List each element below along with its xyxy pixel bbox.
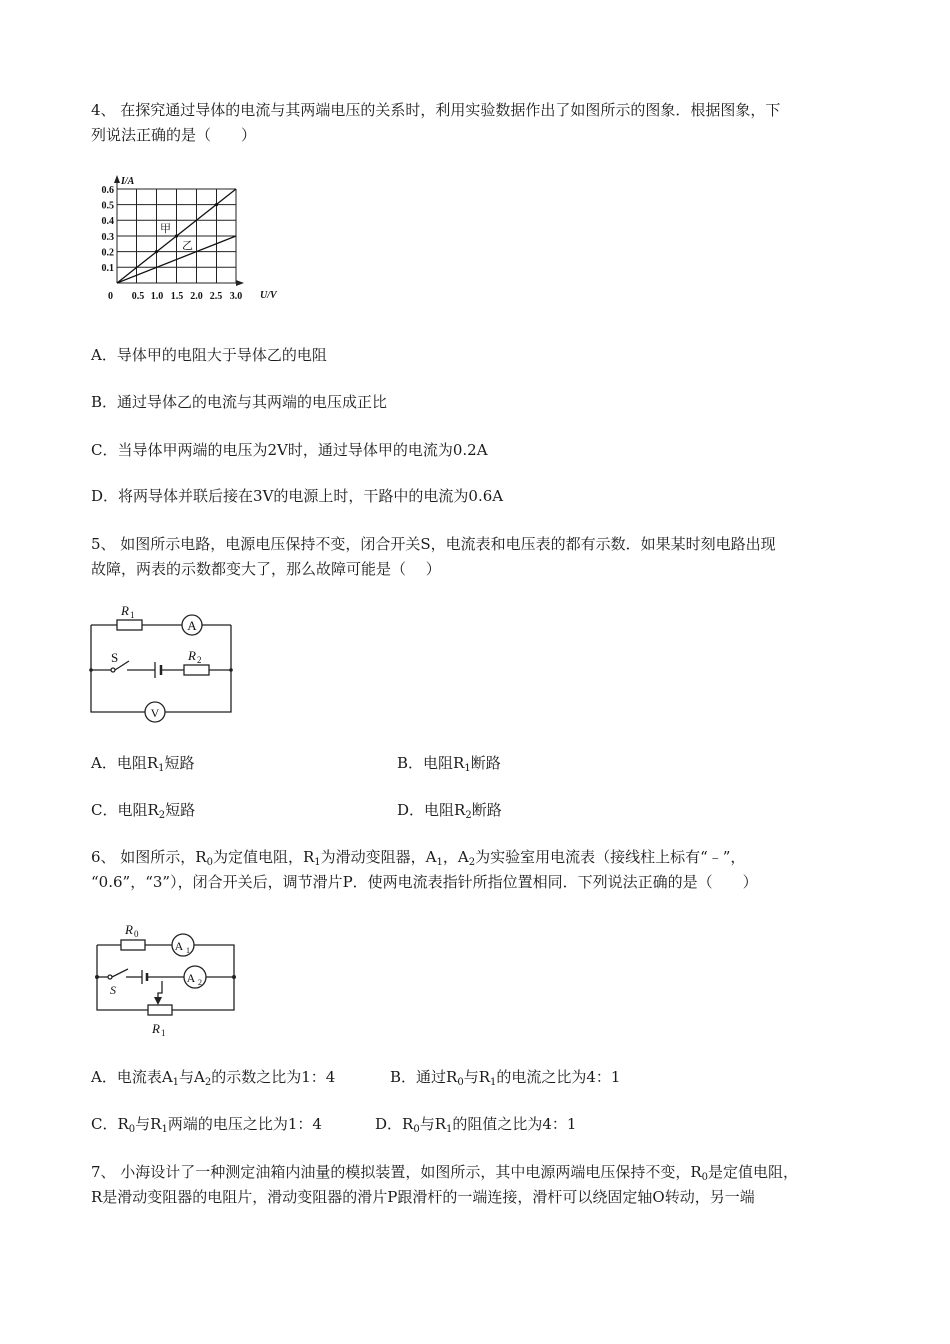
- x-tick: 2.0: [190, 291, 203, 302]
- q5-option-a: A．电阻$R_1$短路: [91, 754, 195, 774]
- q4-option-b: B．通过导体乙的电流与其两端的电压成正比: [91, 393, 388, 411]
- r1-subscript: 1: [161, 1028, 166, 1038]
- q7-stem-line1: 7、 小海设计了一种测定油箱内油量的模拟装置，如图所示，其中电源两端电压保持不变，$R_0$是定值电阻，: [91, 1163, 799, 1183]
- x-axis-label: U/V: [260, 290, 277, 301]
- rheostat-r1: [148, 1005, 172, 1015]
- r0-label: R: [125, 922, 133, 937]
- q4-option-d: D．将两导体并联后接在3V的电源上时，干路中的电流为0.6A: [91, 487, 504, 505]
- a1-label: A: [174, 939, 184, 953]
- ammeter-label: A: [187, 618, 197, 633]
- resistor-r2: [184, 665, 209, 675]
- q6-option-d: D．$R_0$与$R_1$的阻值之比为4：1: [375, 1115, 577, 1135]
- x-tick: 3.0: [229, 291, 243, 302]
- voltmeter-label: V: [150, 706, 160, 720]
- q6-stem-line2: “0.6”，“3”），闭合开关后，调节滑片P．使两电流表指针所指位置相同．下列说法正确的是（ ）: [91, 873, 758, 891]
- y-tick: 0.5: [101, 200, 114, 212]
- q5-option-b: B．电阻$R_1$断路: [397, 754, 501, 774]
- q6-circuit-diagram: [88, 915, 248, 1040]
- y-tick: 0.6: [101, 185, 114, 196]
- a1-subscript: 1: [186, 946, 190, 955]
- label-jia: 甲: [160, 223, 171, 235]
- x-tick: 2.5: [209, 291, 223, 302]
- q5-option-c: C．电阻$R_2$短路: [91, 801, 196, 821]
- a2-subscript: 2: [198, 978, 202, 987]
- y-tick: 0.2: [101, 247, 114, 259]
- origin-label: 0: [108, 291, 113, 302]
- y-tick: 0.3: [101, 232, 114, 243]
- q5-stem-line2: 故障，两表的示数都变大了，那么故障可能是（ ）: [91, 560, 441, 578]
- q4-option-c: C．当导体甲两端的电压为2V时，通过导体甲的电流为0.2A: [91, 441, 488, 459]
- r1-label: R: [152, 1021, 160, 1036]
- resistor-r1: [117, 620, 142, 630]
- y-tick: 0.1: [101, 263, 114, 274]
- q7-stem-line2: R是滑动变阻器的电阻片，滑动变阻器的滑片P跟滑杆的一端连接，滑杆可以绕固定轴O转动，另一端: [91, 1188, 755, 1206]
- r2-label: R: [188, 648, 196, 663]
- q6-option-b: B．通过$R_0$与$R_1$的电流之比为4：1: [390, 1068, 621, 1088]
- y-tick: 0.4: [101, 216, 114, 227]
- q5-circuit-diagram: [85, 600, 240, 725]
- slider-p-arrow: [154, 997, 162, 1005]
- r0-subscript: 0: [134, 929, 139, 939]
- q6-option-a: A．电流表$A_1$与$A_2$的示数之比为1：4: [91, 1068, 336, 1088]
- x-tick: 1.0: [150, 291, 164, 302]
- x-tick: 1.5: [170, 291, 184, 302]
- r1-label: R: [121, 603, 129, 618]
- q6-option-c: C．$R_0$与$R_1$两端的电压之比为1：4: [91, 1115, 322, 1135]
- q5-option-d: D．电阻$R_2$断路: [397, 801, 502, 821]
- switch-label: S: [110, 983, 116, 997]
- label-yi: 乙: [182, 240, 193, 252]
- x-tick: 0.5: [131, 291, 145, 302]
- r1-subscript: 1: [130, 610, 135, 620]
- a2-label: A: [186, 971, 196, 985]
- switch-s: [112, 969, 128, 977]
- q4-current-voltage-graph: [88, 170, 288, 305]
- r2-subscript: 2: [197, 655, 202, 665]
- q5-stem-line1: 5、 如图所示电路，电源电压保持不变，闭合开关S，电流表和电压表的都有示数．如果某时刻电路出现: [91, 535, 776, 553]
- q6-stem-line1: 6、 如图所示，$R_0$为定值电阻，$R_1$为滑动变阻器，$A_1$，$A_2$为实验室用电流表（接线柱上标有“﹣”，: [91, 848, 746, 868]
- q4-stem-line1: 4、 在探究通过导体的电流与其两端电压的关系时，利用实验数据作出了如图所示的图象．根据图象，下: [91, 101, 781, 119]
- switch-label: S: [111, 650, 119, 665]
- q4-option-a: A．导体甲的电阻大于导体乙的电阻: [91, 346, 327, 364]
- y-axis-label: I/A: [121, 176, 135, 187]
- q4-stem-line2: 列说法正确的是（ ）: [91, 126, 257, 144]
- resistor-r0: [121, 940, 145, 950]
